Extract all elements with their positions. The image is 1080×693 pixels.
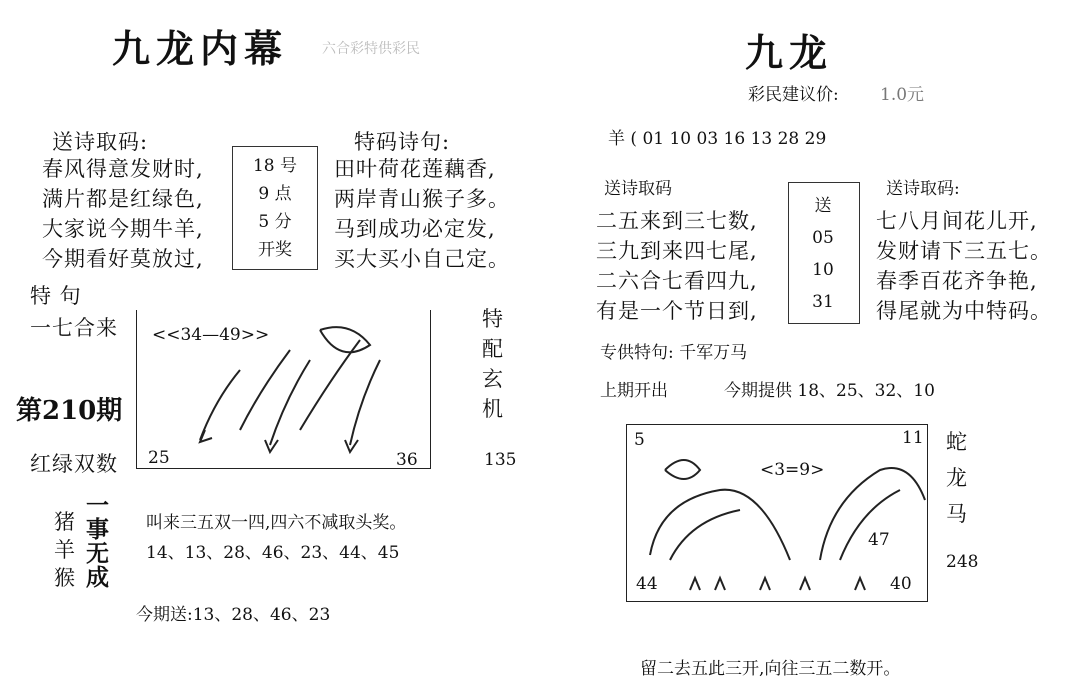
side-char: 玄 (482, 367, 504, 391)
sketch-br: 40 (890, 574, 912, 594)
left-poem-line: 今期看好莫放过, (42, 247, 204, 271)
red-green-label: 红绿双数 (30, 452, 118, 476)
sheep-line: 羊 ( 01 10 03 16 13 28 29 (608, 129, 827, 149)
slogan-char: 一 (86, 492, 109, 519)
slogan-char: 事 (86, 516, 109, 543)
left-side-vertical (482, 304, 504, 424)
today-send: 今期送:13、28、46、23 (136, 605, 331, 625)
sketch-47: 47 (868, 530, 890, 550)
left-faint-subtitle: 六合彩特供彩民 (322, 41, 420, 57)
numbers-line: 14、13、28、46、23、44、45 (146, 543, 400, 563)
right-title: 九龙 (745, 30, 834, 75)
sketch-mid: <3=9> (760, 460, 825, 480)
right-poem-line: 二六合七看四九, (596, 269, 758, 293)
slogan-char: 无 (86, 540, 109, 567)
side-char: 机 (482, 397, 504, 421)
right-side-vertical (946, 424, 968, 532)
left-title: 九龙内幕 (112, 26, 289, 71)
left-poem-line: 满片都是红绿色, (42, 187, 204, 211)
sketch-bl: 44 (636, 574, 658, 594)
this-offer: 今期提供 18、25、32、10 (724, 381, 935, 401)
animal-pig: 猪 (54, 510, 76, 534)
left-poem-line: 春风得意发财时, (42, 157, 204, 181)
send-box-content (792, 190, 854, 318)
send-number: 10 (812, 260, 834, 280)
right-poem2-line: 七八月间花儿开, (876, 209, 1038, 233)
sketch-left-num: 25 (148, 448, 170, 468)
send-number: 05 (812, 228, 834, 248)
right-poem-heading: 送诗取码 (604, 179, 672, 199)
right-poem2-line: 发财请下三五七。 (876, 239, 1052, 263)
right-poem2-line: 得尾就为中特码。 (876, 299, 1052, 323)
sketch-right-num: 36 (396, 450, 418, 470)
side-char: 配 (482, 337, 504, 361)
call-line: 叫来三五双一四,四六不减取头奖。 (146, 513, 407, 533)
animal-sheep: 羊 (54, 538, 76, 562)
right-bottom: 留二去五此三开,向往三五二数开。 (640, 659, 901, 679)
left-poem-line: 大家说今期牛羊, (42, 217, 204, 241)
issue-number: 第210期 (16, 396, 123, 426)
red-green-value: 135 (484, 450, 517, 470)
right-poem (596, 206, 758, 326)
sketch-stroke (300, 340, 360, 430)
send-number: 31 (812, 292, 834, 312)
arrow-sketch (200, 430, 212, 442)
right-side-number: 248 (946, 552, 979, 572)
left-poem-heading: 送诗取码: (52, 130, 149, 154)
right-poem2-line: 春季百花齐争艳, (876, 269, 1038, 293)
sketch-tr: 11 (902, 428, 924, 448)
side-char: 特 (482, 307, 504, 331)
slogan-char: 成 (86, 564, 109, 591)
slogan-big (86, 494, 109, 590)
side-char: 蛇 (946, 430, 968, 454)
side-char: 马 (946, 502, 968, 526)
draw-hour: 9 点 (258, 184, 292, 204)
sketch-stroke (270, 360, 310, 445)
sketch-stroke (350, 360, 380, 445)
tema-line: 田叶荷花莲藕香, (334, 157, 496, 181)
draw-date: 18 号 (252, 156, 298, 176)
send-label: 送 (814, 196, 832, 216)
animal-monkey: 猴 (54, 566, 76, 590)
tema-heading: 特码诗句: (354, 130, 451, 154)
price-value: 1.0元 (880, 85, 925, 105)
special-text: 一七合来 (30, 316, 118, 340)
draw-label: 开奖 (258, 240, 292, 260)
draw-minute: 5 分 (258, 212, 292, 232)
tema-line: 买大买小自己定。 (334, 247, 510, 271)
right-sketch-frame (626, 424, 928, 602)
right-poem-heading2: 送诗取码: (886, 179, 960, 199)
tema-line: 马到成功必定发, (334, 217, 496, 241)
last-open: 上期开出 (600, 381, 668, 401)
sun-sketch (320, 327, 370, 352)
right-poem2 (876, 206, 1052, 326)
left-sketch-lines (200, 327, 380, 452)
special-label: 特 句 (30, 284, 82, 308)
right-poem-line: 二五来到三七数, (596, 209, 758, 233)
sketch-stroke (200, 370, 240, 440)
animal-list (54, 508, 76, 592)
sketch-range: <<34—49>> (152, 325, 270, 345)
right-special: 专供特句: 千军万马 (600, 343, 748, 363)
tema-line: 两岸青山猴子多。 (334, 187, 510, 211)
price-label: 彩民建议价: (748, 85, 839, 105)
side-char: 龙 (946, 466, 968, 490)
right-poem-line: 三九到来四七尾, (596, 239, 758, 263)
right-poem-line: 有是一个节日到, (596, 299, 758, 323)
sketch-stroke (240, 350, 290, 430)
sketch-tl: 5 (634, 430, 645, 450)
